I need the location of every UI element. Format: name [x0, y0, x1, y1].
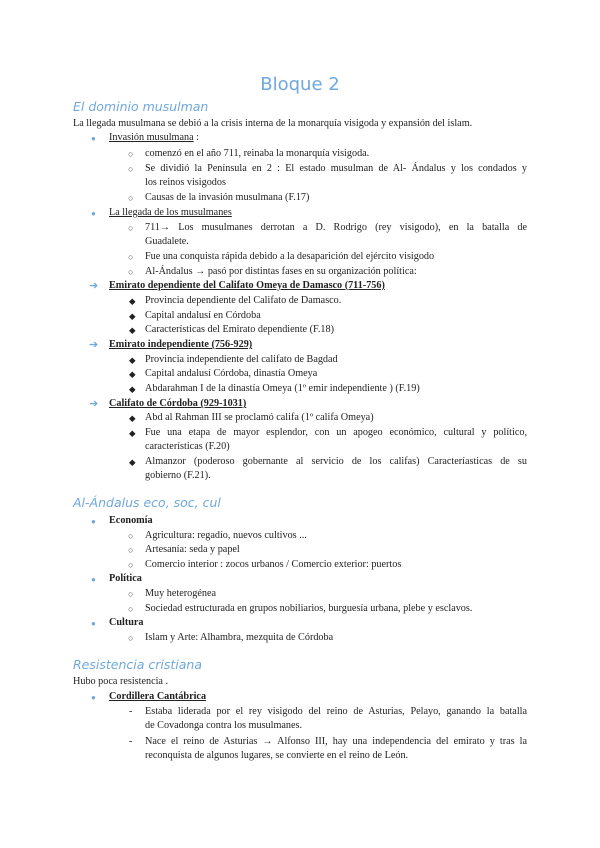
list-item: Capital andalusí en Córdoba: [145, 310, 261, 321]
page-title: Bloque 2: [260, 74, 340, 95]
arrow-bullet-icon: ➔: [89, 339, 99, 351]
list-item: Fue una conquista rápida debido a la desaparición del ejército visigodo: [145, 251, 435, 262]
circle-bullet-icon: ○: [128, 193, 134, 203]
list-item: Agricultura: regadío, nuevos cultivos ...: [145, 530, 307, 541]
list-item: Artesanía: seda y papel: [145, 544, 240, 555]
list-item-continuation: Guadalete.: [145, 236, 189, 247]
list-item: Comercio interior : zocos urbanos / Comercio exterior: puertos: [145, 559, 402, 570]
section-heading-dominio: El dominio musulman: [73, 99, 209, 114]
list-item-continuation: características (F.20): [145, 441, 230, 452]
list-item: Islam y Arte: Alhambra, mezquita de Córdoba: [145, 632, 334, 643]
list-item: Abd al Rahman III se proclamó califa (1º califa Omeya): [145, 412, 374, 423]
califato-heading: Califato de Córdoba (929-1031): [109, 398, 247, 409]
diamond-bullet-icon: ◆: [129, 428, 136, 438]
circle-bullet-icon: ○: [128, 223, 134, 233]
invasion-label: Invasión musulmana: [109, 132, 194, 143]
diamond-bullet-icon: ◆: [129, 296, 136, 306]
circle-bullet-icon: ○: [128, 604, 134, 614]
list-item: Provincia independiente del califato de Bagdad: [145, 354, 338, 365]
list-item-continuation: de Covadonga contra los musulmanes.: [145, 720, 303, 731]
cordillera-heading: Cordillera Cantábrica: [109, 691, 207, 702]
list-item: Provincia dependiente del Califato de Damasco.: [145, 295, 342, 306]
diamond-bullet-icon: ◆: [129, 325, 136, 335]
list-item: Nace el reino de Asturias → Alfonso III, hay una independencia del emirato y tras la: [145, 736, 527, 747]
diamond-bullet-icon: ◆: [129, 311, 136, 321]
circle-bullet-icon: ○: [128, 531, 134, 541]
circle-bullet-icon: ○: [128, 164, 134, 174]
circle-bullet-icon: ○: [128, 149, 134, 159]
list-item: Capital andalusí Córdoba, dinastía Omeya: [145, 368, 318, 379]
diamond-bullet-icon: ◆: [129, 355, 136, 365]
diamond-bullet-icon: ◆: [129, 384, 136, 394]
list-item: comenzó en el año 711, reinaba la monarquía visigoda.: [145, 148, 370, 159]
emirato-independiente-heading: Emirato independiente (756-929): [109, 339, 253, 350]
list-item: Causas de la invasión musulmana (F.17): [145, 192, 310, 203]
list-item: Almanzor (poderoso gobernante al servicio de los califas) Caracteríasticas de su: [145, 456, 527, 467]
section-heading-resistencia: Resistencia cristiana: [73, 657, 202, 672]
section-heading-al-andalus: Al-Ándalus eco, soc, cul: [73, 495, 221, 510]
diamond-bullet-icon: ◆: [129, 457, 136, 467]
cultura-heading: Cultura: [109, 617, 144, 628]
circle-bullet-icon: ○: [128, 267, 134, 277]
bullet-icon: ●: [91, 693, 96, 702]
circle-bullet-icon: ○: [128, 560, 134, 570]
arrow-bullet-icon: ➔: [89, 280, 99, 292]
bullet-icon: ●: [91, 134, 96, 143]
list-item-continuation: reconquista de algunos lugares, se convierte en el reino de León.: [145, 750, 409, 761]
intro-text: La llegada musulmana se debió a la crisis interna de la monarquía visigoda y expansión del islam.: [73, 118, 473, 129]
list-item: Muy heterogénea: [145, 588, 216, 599]
list-item-continuation: los reinos visigodos: [145, 177, 226, 188]
list-item: Fue una etapa de mayor esplendor, con un apogeo económico, cultural y político,: [145, 427, 527, 438]
diamond-bullet-icon: ◆: [129, 369, 136, 379]
bullet-icon: ●: [91, 619, 96, 628]
invasion-tail: :: [193, 132, 199, 143]
circle-bullet-icon: ○: [128, 252, 134, 262]
invasion-heading: [109, 131, 199, 145]
list-item: Estaba liderada por el rey visigodo del reino de Asturias, Pelayo, ganando la batalla: [145, 706, 527, 717]
dash-bullet-icon: -: [129, 736, 133, 747]
intro-text: Hubo poca resistencia .: [73, 676, 169, 687]
list-item: 711→ Los musulmanes derrotan a D. Rodrigo (rey visigodo), en la batalla de: [145, 222, 527, 233]
list-item: Se dividió la Península en 2 : El estado musulman de Al- Ándalus y los condados y: [145, 163, 527, 174]
bullet-icon: ●: [91, 575, 96, 584]
economia-heading: Economía: [109, 515, 153, 526]
circle-bullet-icon: ○: [128, 589, 134, 599]
arrow-bullet-icon: ➔: [89, 398, 99, 410]
list-item: Al-Ándalus → pasó por distintas fases en su organización política:: [145, 266, 417, 277]
emirato-dependiente-heading: Emirato dependiente del Califato Omeya de Damasco (711-756): [109, 280, 385, 291]
list-item: Características del Emirato dependiente (F.18): [145, 324, 334, 335]
list-item: Abdarahman I de la dinastía Omeya (1º emir independiente ) (F.19): [145, 383, 420, 394]
list-item: Sociedad estructurada en grupos nobiliarios, burguesía urbana, plebe y esclavos.: [145, 603, 473, 614]
politica-heading: Política: [109, 573, 142, 584]
circle-bullet-icon: ○: [128, 633, 134, 643]
list-item-continuation: gobierno (F.21).: [145, 470, 211, 481]
diamond-bullet-icon: ◆: [129, 413, 136, 423]
bullet-icon: ●: [91, 209, 96, 218]
dash-bullet-icon: -: [129, 706, 133, 717]
bullet-icon: ●: [91, 517, 96, 526]
circle-bullet-icon: ○: [128, 545, 134, 555]
llegada-heading: La llegada de los musulmanes: [109, 207, 232, 218]
